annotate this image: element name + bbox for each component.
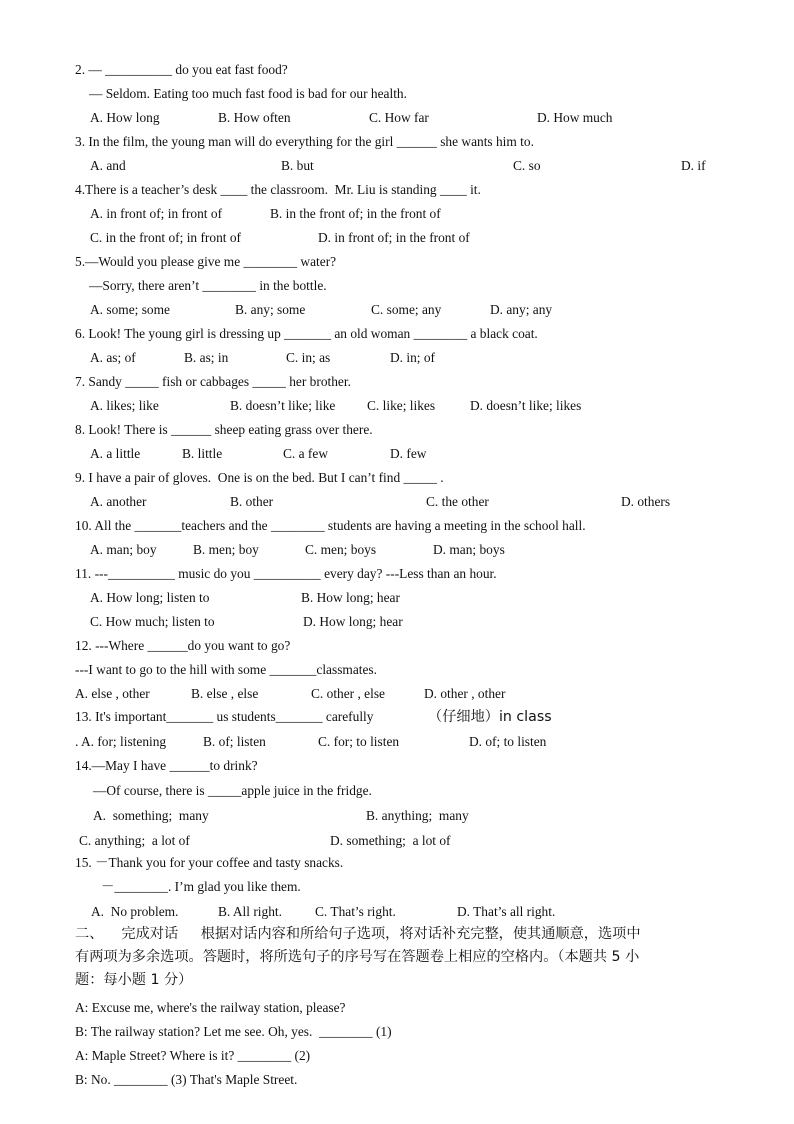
question-14-stem: 14.—May I have ______to drink? xyxy=(75,758,258,773)
question-5-reply: —Sorry, there aren’t ________ in the bottle. xyxy=(89,278,327,293)
question-4-options-cd: C. in the front of; in front of D. in front of; in the front of xyxy=(90,230,470,245)
question-11-stem: 11. ---__________ music do you __________ every day? ---Less than an hour. xyxy=(75,566,497,581)
question-11-options-cd: C. How much; listen to D. How long; hear xyxy=(90,614,403,629)
question-3-stem: 3. In the film, the young man will do everything for the girl ______ she wants him to. xyxy=(75,134,534,149)
question-14-options-cd: C. anything; a lot of D. something; a lot of xyxy=(79,833,451,848)
section-2-instructions-line-3: 题：每小题 1 分） xyxy=(75,972,193,988)
question-2-reply: — Seldom. Eating too much fast food is bad for our health. xyxy=(89,86,407,101)
question-7-stem: 7. Sandy _____ fish or cabbages _____ her brother. xyxy=(75,374,351,389)
section-2-heading: 二、 完成对话 根据对话内容和所给句子选项，将对话补充完整，使其通顺意，选项中 xyxy=(75,926,641,942)
question-4-stem: 4.There is a teacher’s desk ____ the classroom. Mr. Liu is standing ____ it. xyxy=(75,182,481,197)
dialogue-line-a1: A: Excuse me, where's the railway station, please? xyxy=(75,1000,346,1015)
question-9-options: A. another B. other C. the other D. others xyxy=(90,494,671,509)
question-7-options: A. likes; like B. doesn’t like; like C. like; likes D. doesn’t like; likes xyxy=(90,398,582,413)
question-6-options: A. as; of B. as; in C. in; as D. in; of xyxy=(90,350,436,365)
question-4-options-ab: A. in front of; in front of B. in the front of; in the front of xyxy=(90,206,441,221)
question-13-options: . A. for; listening B. of; listen C. for; to listen D. of; to listen xyxy=(75,734,547,749)
question-15-stem: 15. －Thank you for your coffee and tasty snacks. xyxy=(75,855,344,870)
question-3-options: A. and B. but C. so D. if xyxy=(90,158,706,173)
question-14-reply: —Of course, there is _____apple juice in the fridge. xyxy=(93,783,372,798)
question-5-options: A. some; some B. any; some C. some; any D. any; any xyxy=(90,302,553,317)
question-12-reply: ---I want to go to the hill with some _______classmates. xyxy=(75,662,377,677)
question-10-options: A. man; boy B. men; boy C. men; boys D. man; boys xyxy=(90,542,505,557)
dialogue-line-b2: B: No. ________ (3) That's Maple Street. xyxy=(75,1072,298,1087)
section-2-instructions-line-2: 有两项为多余选项。答题时，将所选句子的序号写在答题卷上相应的空格内。（本题共 5 小 xyxy=(75,949,640,965)
question-15-options: A. No problem. B. All right. C. That’s right. D. That’s all right. xyxy=(91,904,556,919)
question-8-options: A. a little B. little C. a few D. few xyxy=(90,446,427,461)
dialogue-line-a2: A: Maple Street? Where is it? ________ (2) xyxy=(75,1048,311,1063)
question-2-stem: 2. — __________ do you eat fast food? xyxy=(75,62,288,77)
question-6-stem: 6. Look! The young girl is dressing up _______ an old woman ________ a black coat. xyxy=(75,326,538,341)
question-15-reply: －________. I’m glad you like them. xyxy=(101,879,301,894)
question-12-stem: 12. ---Where ______do you want to go? xyxy=(75,638,291,653)
dialogue-line-b1: B: The railway station? Let me see. Oh, yes. ________ (1) xyxy=(75,1024,392,1039)
question-9-stem: 9. I have a pair of gloves. One is on the bed. But I can’t find _____ . xyxy=(75,470,444,485)
question-13-stem: 13. It's important_______ us students_______ carefully （仔细地）in class xyxy=(75,709,552,725)
question-12-options: A. else , other B. else , else C. other , else D. other , other xyxy=(75,686,506,701)
question-10-stem: 10. All the _______teachers and the ________ students are having a meeting in the school hall. xyxy=(75,518,586,533)
question-5-stem: 5.—Would you please give me ________ water? xyxy=(75,254,337,269)
question-8-stem: 8. Look! There is ______ sheep eating grass over there. xyxy=(75,422,373,437)
question-11-options-ab: A. How long; listen to B. How long; hear xyxy=(90,590,400,605)
question-14-options-ab: A. something; many B. anything; many xyxy=(93,808,469,823)
question-2-options: A. How long B. How often C. How far D. How much xyxy=(90,110,613,125)
